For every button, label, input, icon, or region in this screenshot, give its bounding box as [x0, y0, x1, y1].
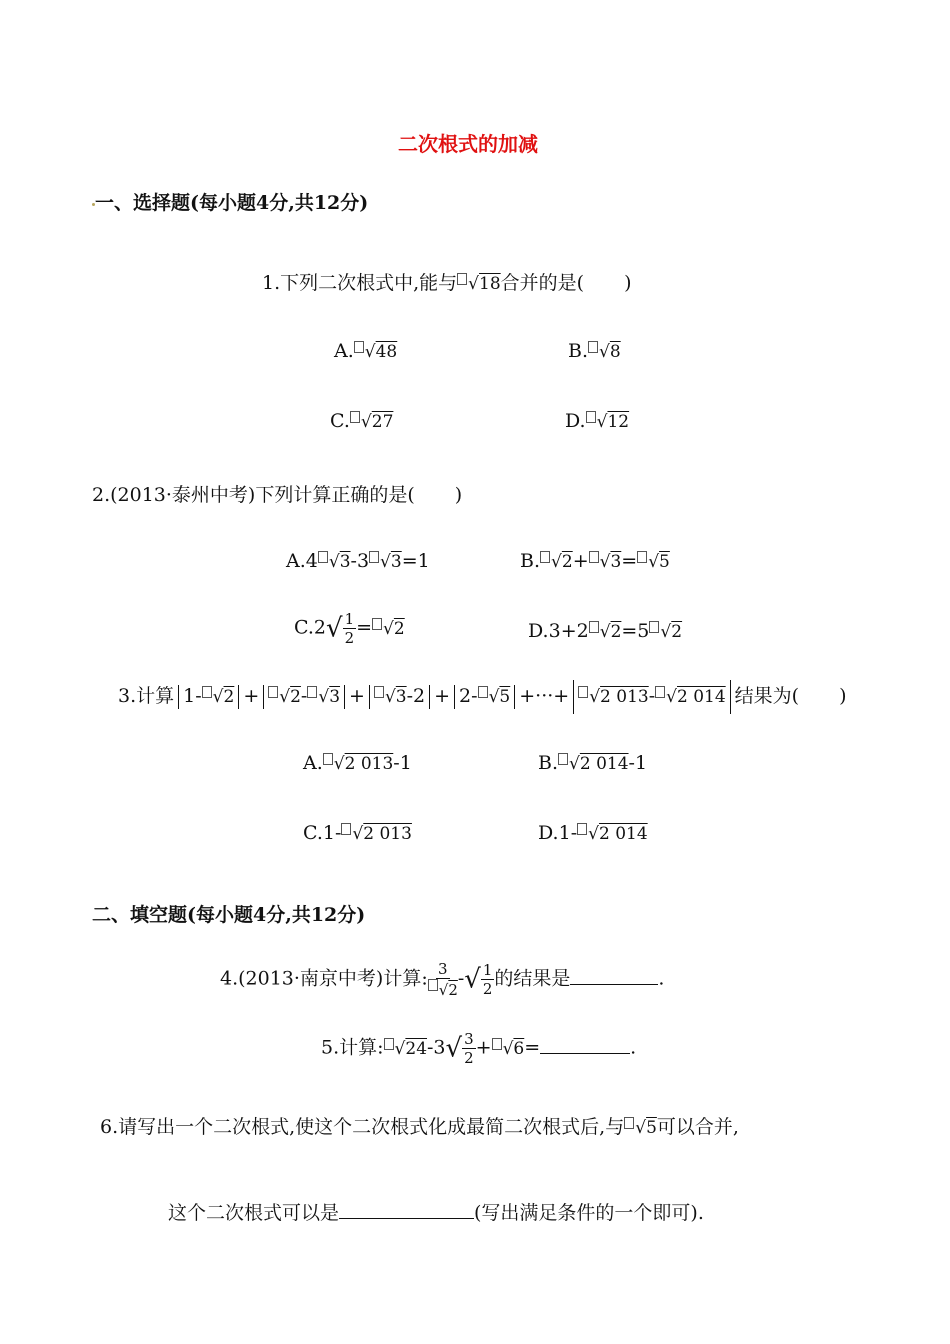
q3-tnr2: 2 014 — [676, 687, 726, 707]
q2-c-label: C. — [294, 616, 314, 639]
section-2-heading: 二、填空题(每小题4分,共12分) — [92, 904, 366, 926]
question-1-stem — [262, 268, 632, 295]
q3-c-r: 2 013 — [363, 824, 412, 844]
q2-c-num: 1 — [344, 610, 355, 628]
sqrt-icon — [428, 979, 438, 991]
q1-stem-post: 合并的是( — [500, 272, 585, 294]
sqrt-icon — [323, 753, 333, 765]
q2-c-eq: = — [356, 616, 373, 639]
q1-radical: √18 — [457, 273, 500, 294]
q3-plus-2: + — [349, 685, 365, 707]
sqrt-icon — [588, 341, 598, 353]
sqrt-icon — [354, 341, 364, 353]
q5-plus: + — [475, 1036, 492, 1059]
sqrt-icon — [350, 411, 360, 423]
q2-a-r1: 3 — [339, 552, 351, 572]
sqrt-icon — [589, 551, 599, 563]
q5-pre: 5.计算: — [321, 1036, 384, 1059]
q5-eq: = — [524, 1036, 541, 1059]
q5-fraction — [462, 1030, 476, 1067]
q1-option-a: A. √48 — [334, 340, 398, 362]
q4-f1-num: 3 — [438, 960, 448, 978]
sqrt-sign: √ — [326, 613, 343, 644]
q2-d-eq: =5 — [621, 620, 650, 642]
q4-f2-den: 2 — [482, 980, 493, 998]
q3-c-pre: 1- — [322, 822, 342, 844]
q2-a-r2: 3 — [390, 552, 402, 572]
q4-op: - — [457, 967, 465, 990]
q3-plus-1: + — [243, 685, 260, 707]
q1-a-radicand: 48 — [375, 342, 398, 362]
q3-b-label: B. — [538, 752, 559, 774]
q2-c-den: 2 — [344, 629, 355, 647]
q2-d-r1: 2 — [610, 622, 622, 642]
q2-b-r3: 5 — [659, 552, 670, 572]
q3-t2op: - — [300, 685, 308, 707]
q3-tnr1: 2 013 — [600, 687, 649, 707]
q3-option-b: B. √2 014-1 — [538, 752, 648, 774]
q2-option-d: D.3+2 √2=5 √2 — [528, 620, 683, 642]
q2-d-label: D. — [528, 620, 549, 642]
q3-option-c: C.1- √2 013 — [303, 822, 412, 844]
q3-a-label: A. — [303, 752, 323, 774]
sqrt-icon — [341, 823, 351, 835]
q3-t4a: 2- — [459, 685, 478, 707]
q3-t4r: 5 — [499, 687, 511, 707]
question-5: 5.计算: √24-3√ $\frac{3}{2}$ + √6= . — [321, 1030, 637, 1067]
q1-option-d: D. √12 — [565, 410, 630, 432]
sqrt-icon — [307, 686, 317, 698]
q2-a-result: =1 — [401, 550, 430, 572]
q2-a-label: A. — [286, 550, 306, 572]
q4-answer-blank[interactable] — [570, 984, 658, 985]
sqrt-icon — [540, 551, 550, 563]
sqrt-icon — [202, 686, 212, 698]
sqrt-icon — [577, 823, 587, 835]
q2-c-coef: 2 — [313, 616, 326, 639]
sqrt-icon — [374, 686, 384, 698]
q5-r1: 24 — [405, 1038, 428, 1059]
q2-a-coef: 4 — [305, 550, 318, 572]
sqrt-icon — [589, 621, 599, 633]
sqrt-sign: √ — [464, 964, 481, 995]
q3-t1a: 1- — [183, 685, 202, 707]
q3-post: 结果为( — [734, 685, 800, 707]
q2-b-op: + — [572, 550, 589, 572]
sqrt-icon — [478, 686, 488, 698]
q5-answer-blank[interactable] — [540, 1053, 630, 1054]
q3-d-r: 2 014 — [598, 824, 648, 844]
q1-c-radicand: 27 — [371, 412, 394, 432]
q1-b-label: B. — [568, 340, 589, 362]
q1-radicand: 18 — [479, 274, 501, 294]
question-2-stem — [92, 480, 462, 507]
section-1-heading-text: 一、选择题(每小题4分,共12分) — [95, 192, 369, 214]
q1-option-c: C. √27 — [330, 410, 394, 432]
q3-a-tail: -1 — [393, 752, 412, 774]
q6-line2-pre: 这个二次根式可以是 — [168, 1202, 340, 1224]
q3-b-r: 2 014 — [579, 754, 629, 774]
q3-d-label: D. — [538, 822, 559, 844]
q3-option-a: A. √2 013-1 — [303, 752, 412, 774]
sqrt-sign: √ — [445, 1033, 463, 1064]
q1-a-label: A. — [334, 340, 354, 362]
q1-option-b: B. √8 — [568, 340, 621, 362]
q3-dots: +···+ — [519, 685, 570, 707]
q1-close: ) — [624, 272, 632, 294]
sqrt-icon — [369, 551, 379, 563]
question-6-line-1: 6.请写出一个二次根式,使这个二次根式化成最简二次根式后,与 √5可以合并, — [100, 1116, 739, 1138]
page-title: 二次根式的加减 — [398, 132, 538, 156]
sqrt-icon — [649, 621, 659, 633]
q2-a-op: -3 — [350, 550, 370, 572]
q2-b-r1: 2 — [561, 552, 573, 572]
q4-fraction-1: $\frac{3}{√2}$ — [428, 960, 458, 999]
q3-a-r: 2 013 — [344, 754, 394, 774]
q3-tnop: - — [648, 685, 656, 707]
sqrt-icon — [578, 686, 588, 698]
sqrt-icon — [457, 273, 467, 285]
q3-plus-3: + — [434, 685, 451, 707]
question-3-stem: 3.计算 1- √2 + √2- √3 + √3-2 + 2- √5 +···+ √2 013- √2 014 结果为( ) — [118, 680, 847, 714]
sqrt-icon — [268, 686, 278, 698]
q3-pre: 3.计算 — [118, 685, 175, 707]
q5-den: 2 — [464, 1049, 474, 1067]
question-6-line-2 — [168, 1198, 704, 1225]
question-4 — [220, 960, 664, 999]
q5-num: 3 — [464, 1030, 474, 1048]
q2-option-b: B. √2+ √3= √5 — [520, 550, 670, 572]
sqrt-icon — [655, 686, 665, 698]
sqrt-icon — [318, 551, 328, 563]
q1-c-label: C. — [330, 410, 350, 432]
q2-c-r: 2 — [393, 618, 405, 639]
q6-radicand: 5 — [646, 1118, 657, 1138]
q1-d-radicand: 12 — [607, 412, 630, 432]
q1-b-radicand: 8 — [609, 342, 621, 362]
q5-r2: 6 — [513, 1038, 525, 1059]
q2-d-r2: 2 — [671, 622, 683, 642]
q4-f2-num: 1 — [482, 961, 493, 979]
q5-op: -3 — [427, 1036, 446, 1059]
q6-answer-blank[interactable] — [339, 1218, 474, 1219]
sqrt-icon — [492, 1038, 502, 1050]
sqrt-icon — [372, 618, 382, 630]
q4-pre: 4.(2013·南京中考)计算: — [220, 967, 428, 990]
q4-post: 的结果是 — [494, 967, 571, 990]
q1-stem-pre: 1.下列二次根式中,能与 — [262, 272, 458, 294]
q1-d-label: D. — [565, 410, 586, 432]
q3-d-pre: 1- — [558, 822, 578, 844]
sqrt-icon — [586, 411, 596, 423]
q2-close: ) — [454, 484, 463, 506]
sqrt-icon — [624, 1117, 634, 1129]
q3-t3op: -2 — [406, 685, 426, 707]
q2-b-eq: = — [621, 550, 638, 572]
q2-stem: 2.(2013·泰州中考)下列计算正确的是( — [92, 484, 415, 506]
sqrt-icon — [384, 1038, 394, 1050]
q3-close: ) — [839, 685, 847, 707]
section-1-heading — [92, 188, 368, 215]
q3-c-label: C. — [303, 822, 323, 844]
q6-line2-post: (写出满足条件的一个即可). — [474, 1202, 704, 1224]
q5-end: . — [630, 1036, 637, 1059]
q2-option-a: A.4 √3-3 √3=1 — [286, 550, 430, 572]
q3-t2r1: 2 — [290, 687, 301, 707]
q3-t1r: 2 — [223, 687, 235, 707]
q4-fraction-2 — [481, 961, 495, 998]
q4-end: . — [658, 967, 665, 990]
q3-t2r2: 3 — [329, 687, 341, 707]
q6-line1-post: 可以合并, — [656, 1116, 739, 1138]
q2-option-c: C.2√ $\frac{1}{2}$ = √2 — [294, 610, 405, 647]
sqrt-icon — [558, 753, 568, 765]
q2-d-pre: 3+2 — [548, 620, 589, 642]
sqrt-icon — [637, 551, 647, 563]
q6-line1-pre: 6.请写出一个二次根式,使这个二次根式化成最简二次根式后,与 — [100, 1116, 625, 1138]
q2-b-r2: 3 — [610, 552, 622, 572]
q4-f1-den: 2 — [448, 981, 458, 999]
q3-option-d: D.1- √2 014 — [538, 822, 648, 844]
q3-b-tail: -1 — [628, 752, 648, 774]
q2-c-fraction — [343, 610, 357, 647]
q2-b-label: B. — [520, 550, 541, 572]
q3-t3r: 3 — [395, 687, 407, 707]
